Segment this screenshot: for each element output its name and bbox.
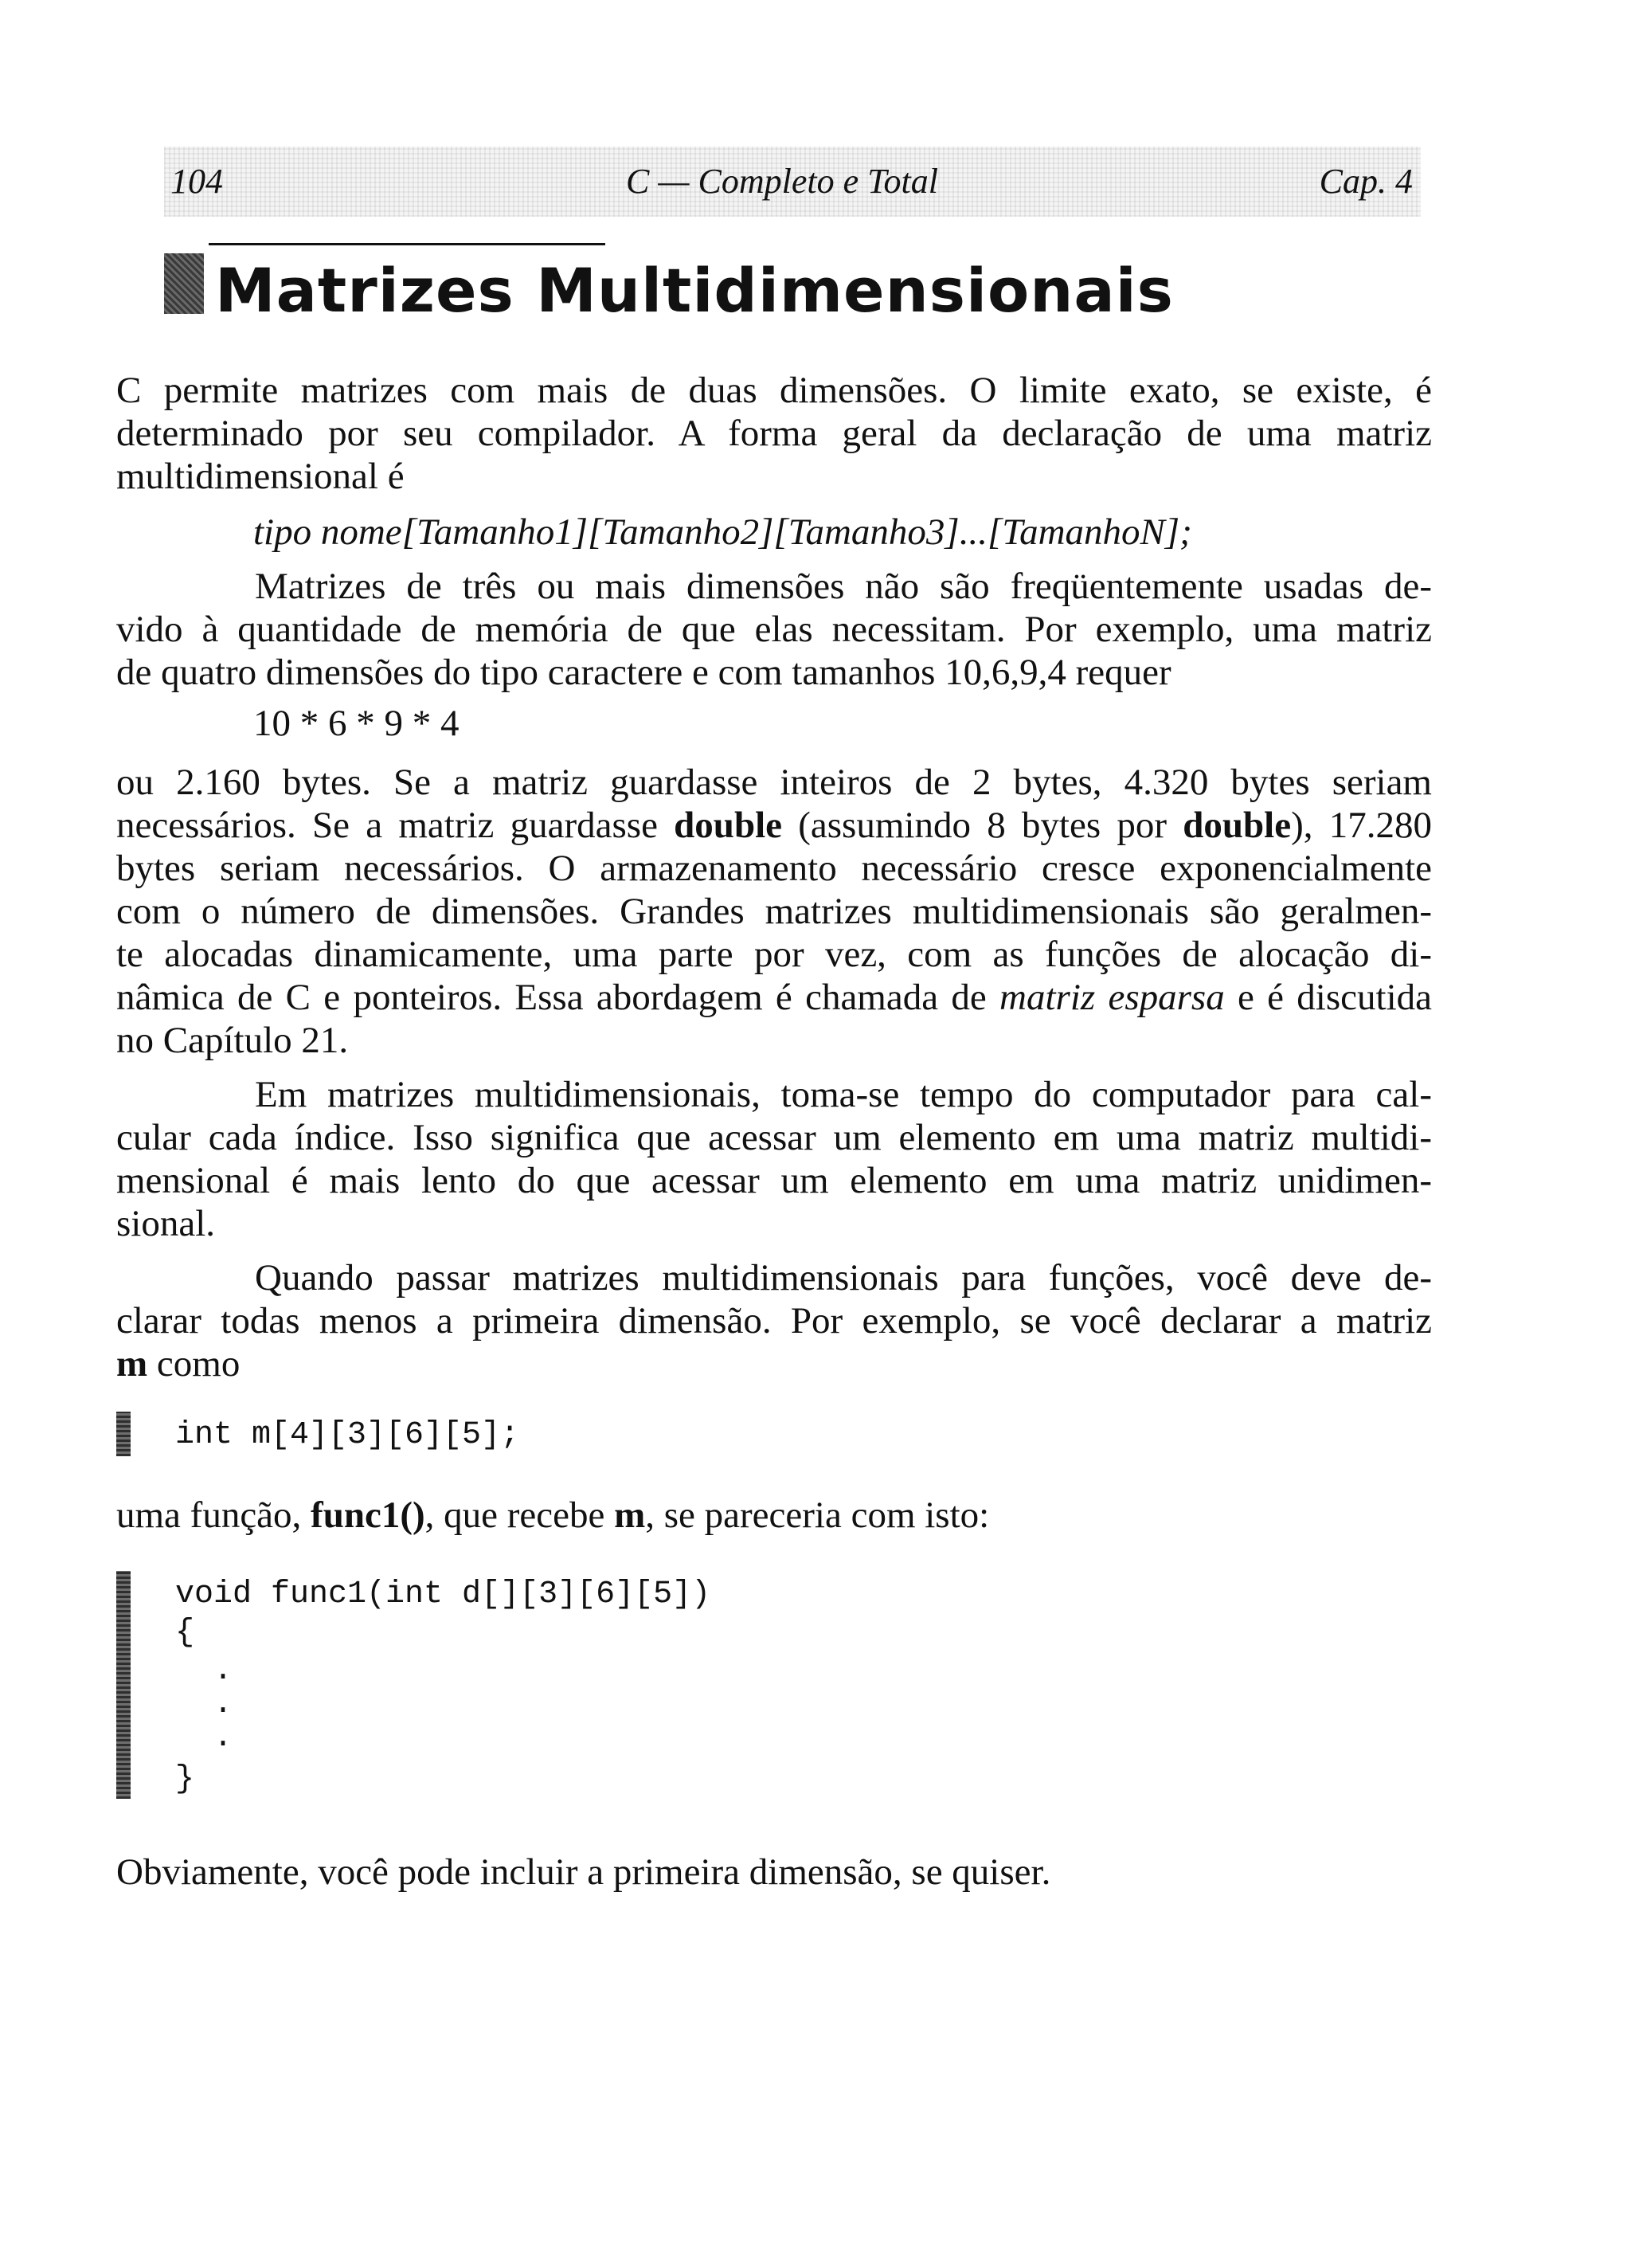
paragraph-line [116, 1342, 1432, 1386]
text-segment: e é discutida [1224, 977, 1432, 1018]
paragraph-line: sional. [116, 1203, 216, 1244]
variable-m: m [116, 1343, 148, 1385]
section-marker-icon [164, 253, 204, 314]
text-segment: uma função, [116, 1494, 311, 1536]
paragraph-line: clarar todas menos a primeira dimensão. Por exemplo, se você declarar a matriz [116, 1300, 1432, 1342]
chapter-reference: Cap. 4 [1319, 162, 1413, 201]
paragraph-line: C permite matrizes com mais de duas dimensões. O limite exato, se existe, é [116, 370, 1432, 411]
text-segment: necessários. Se a matriz guardasse [116, 805, 675, 846]
paragraph-line: Em matrizes multidimensionais, toma-se tempo do computador para cal- [255, 1074, 1432, 1115]
paragraph-line [116, 975, 1432, 1020]
paragraph-line: no Capítulo 21. [116, 1020, 349, 1061]
code-line: . [175, 1720, 233, 1756]
function-name: func1() [311, 1494, 425, 1536]
paragraph-line: ou 2.160 bytes. Se a matriz guardasse inteiros de 2 bytes, 4.320 bytes seriam [116, 762, 1432, 803]
code-marker-bar [116, 1571, 131, 1799]
running-header [164, 147, 1421, 217]
paragraph-line: cular cada índice. Isso significa que acessar um elemento em uma matriz multidi- [116, 1117, 1432, 1158]
paragraph-line [116, 803, 1432, 848]
term-sparse-matrix: matriz esparsa [999, 977, 1225, 1018]
book-title: C — Completo e Total [626, 162, 938, 201]
variable-m: m [614, 1494, 646, 1536]
code-line: { [175, 1615, 195, 1651]
code-line: . [175, 1686, 233, 1722]
paragraph-line: mensional é mais lento do que acessar um elemento em uma matriz unidimen- [116, 1160, 1432, 1201]
paragraph-line: multidimensional é [116, 456, 405, 497]
paragraph-line: vido à quantidade de memória de que elas necessitam. Por exemplo, uma matriz [116, 609, 1432, 650]
text-segment: (assumindo 8 bytes por [782, 805, 1183, 846]
text-segment: ), 17.280 [1291, 805, 1432, 846]
heading-rule [209, 243, 605, 245]
paragraph-line: com o número de dimensões. Grandes matrizes multidimensionais são geralmen- [116, 891, 1432, 932]
keyword-double: double [674, 805, 783, 846]
code-line: void func1(int d[][3][6][5]) [175, 1577, 711, 1612]
paragraph-line: Matrizes de três ou mais dimensões não são freqüentemente usadas de- [255, 566, 1432, 607]
paragraph-line [116, 1493, 1432, 1537]
text-segment: nâmica de C e ponteiros. Essa abordagem é chamada de [116, 977, 1000, 1018]
size-calculation: 10 * 6 * 9 * 4 [253, 703, 460, 744]
text-segment: , se pareceria com isto: [645, 1494, 990, 1536]
paragraph-line: te alocadas dinamicamente, uma parte por vez, com as funções de alocação di- [116, 934, 1432, 975]
code-marker-bar [116, 1412, 131, 1456]
code-line: int m[4][3][6][5]; [175, 1417, 520, 1453]
code-line: } [175, 1761, 195, 1797]
closing-sentence: Obviamente, você pode incluir a primeira dimensão, se quiser. [116, 1851, 1051, 1893]
text-segment: como [147, 1343, 241, 1385]
paragraph-line: bytes seriam necessários. O armazenamento necessário cresce exponencialmente [116, 848, 1432, 889]
paragraph-line: determinado por seu compilador. A forma geral da declaração de uma matriz [116, 413, 1432, 454]
keyword-double: double [1183, 805, 1292, 846]
page-number: 104 [170, 162, 223, 201]
declaration-general-form: tipo nome[Tamanho1][Tamanho2][Tamanho3]...[TamanhoN]; [253, 511, 1192, 553]
paragraph-line: de quatro dimensões do tipo caractere e com tamanhos 10,6,9,4 requer [116, 652, 1171, 693]
paragraph-line: Quando passar matrizes multidimensionais para funções, você deve de- [255, 1257, 1432, 1299]
code-line: . [175, 1653, 233, 1689]
section-title: Matrizes Multidimensionais [215, 255, 1174, 326]
text-segment: , que recebe [424, 1494, 615, 1536]
